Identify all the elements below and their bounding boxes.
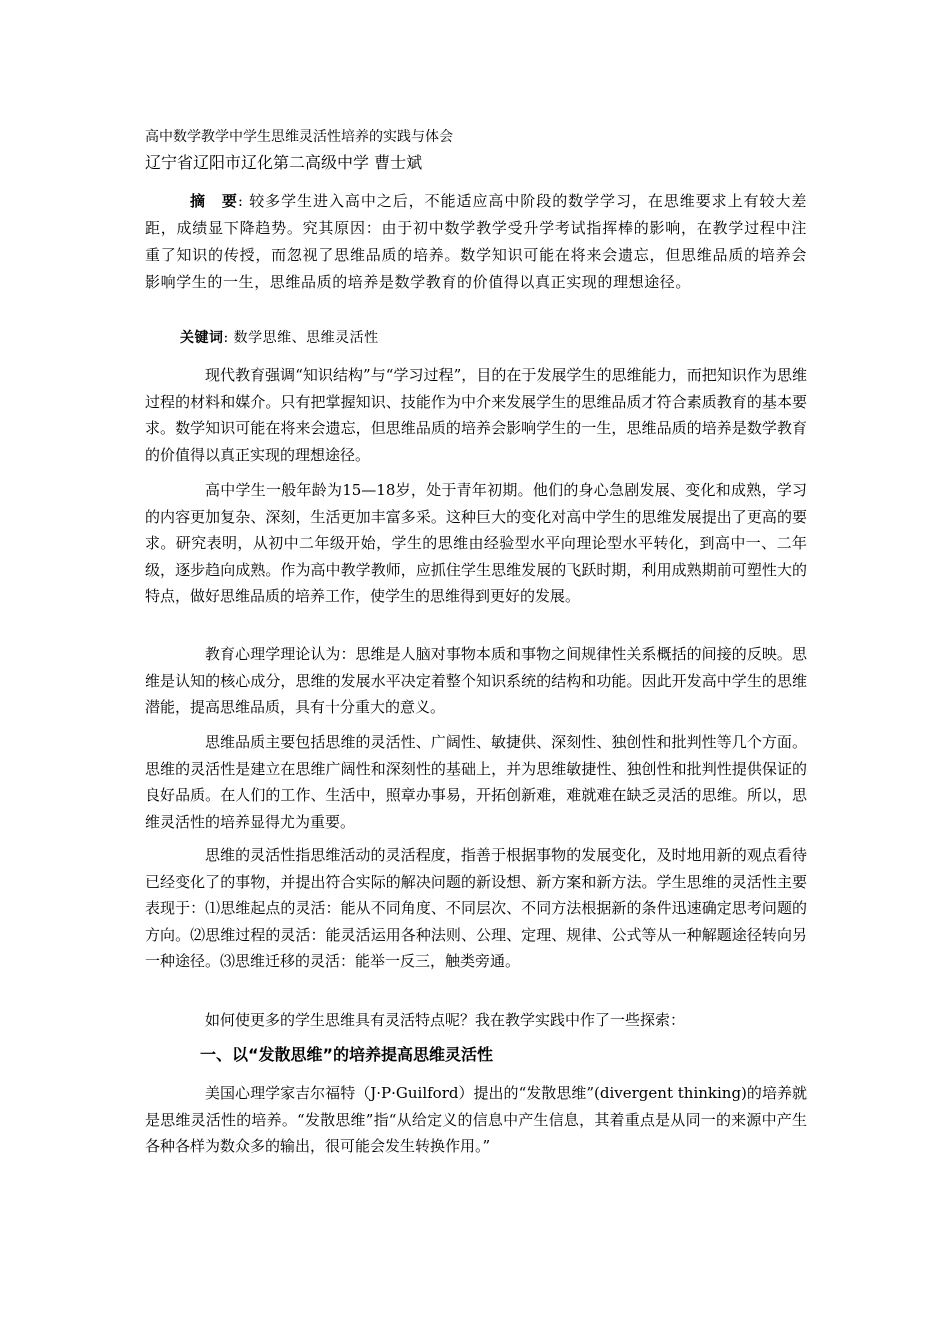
keywords-label: 关键词: [180, 330, 224, 346]
body-paragraph: 高中学生一般年龄为15—18岁，处于青年初期。他们的身心急剧发展、变化和成熟，学习的内容更加复杂、深刻，生活更加丰富多采。这种巨大的变化对高中学生的思维发展提出了更高的要求。研究表明，从初中二年级开始，学生的思维由经验型水平向理论型水平转化，到高中一、二年级，逐步趋向成熟。作为高中教学教师，应抓住学生思维发展的飞跃时期，利用成熟期前可塑性大的特点，做好思维品质的培养工作，使学生的思维得到更好的发展。: [145, 481, 807, 605]
body-paragraph: 思维的灵活性指思维活动的灵活程度，指善于根据事物的发展变化，及时地用新的观点看待已经变化了的事物，并提出符合实际的解决问题的新设想、新方案和新方法。学生思维的灵活性主要表现于：⑴思维起点的灵活：能从不同角度、不同层次、不同方法根据新的条件迅速确定思考问题的方向。⑵思维过程的灵活：能灵活运用各种法则、公理、定理、规律、公式等从一种解题途径转向另一种途径。⑶思维迁移的灵活：能举一反三，触类旁通。: [145, 846, 807, 970]
author-line: 辽宁省辽阳市辽化第二高级中学 曹士斌: [145, 153, 423, 172]
abstract-label: 摘 要: [190, 192, 238, 210]
abstract: [145, 188, 807, 296]
body-paragraph: 美国心理学家吉尔福特（J·P·Guilford）提出的“发散思维”(divergent thinking)的培养就是思维灵活性的培养。“发散思维”指“从给定义的信息中产生信息，其着重点是从同一的来源中产生各种各样为数众多的输出，很可能会发生转换作用。”: [145, 1084, 807, 1155]
section-heading: 一、以“发散思维”的培养提高思维灵活性: [200, 1045, 494, 1064]
abstract-text: : 较多学生进入高中之后，不能适应高中阶段的数学学习，在思维要求上有较大差距，成绩显下降趋势。究其原因：由于初中数学教学受升学考试指挥棒的影响，在教学过程中注重了知识的传授，而忽视了思维品质的培养。数学知识可能在将来会遗忘，但思维品质的培养会影响学生的一生，思维品质的培养是数学教育的价值得以真正实现的理想途径。: [145, 192, 807, 291]
body-paragraph: 思维品质主要包括思维的灵活性、广阔性、敏捷供、深刻性、独创性和批判性等几个方面。思维的灵活性是建立在思维广阔性和深刻性的基础上，并为思维敏捷性、独创性和批判性提供保证的良好品质。在人们的工作、生活中，照章办事易，开拓创新难，难就难在缺乏灵活的思维。所以，思维灵活性的培养显得尤为重要。: [145, 733, 807, 831]
body-paragraph: 如何使更多的学生思维具有灵活特点呢？我在教学实践中作了一些探索：: [205, 1011, 686, 1029]
document-title: 高中数学教学中学生思维灵活性培养的实践与体会: [145, 129, 453, 145]
body-paragraph: 现代教育强调“知识结构”与“学习过程”，目的在于发展学生的思维能力，而把知识作为思维过程的材料和媒介。只有把掌握知识、技能作为中介来发展学生的思维品质才符合素质教育的基本要求。数学知识可能在将来会遗忘，但思维品质的培养会影响学生的一生，思维品质的培养是数学教育的价值得以真正实现的理想途径。: [145, 366, 807, 464]
keywords: [180, 328, 379, 348]
body-paragraph: 教育心理学理论认为：思维是人脑对事物本质和事物之间规律性关系概括的间接的反映。思维是认知的核心成分，思维的发展水平决定着整个知识系统的结构和功能。因此开发高中学生的思维潜能，提高思维品质，具有十分重大的意义。: [145, 645, 807, 716]
keywords-text: : 数学思维、思维灵活性: [223, 330, 379, 346]
